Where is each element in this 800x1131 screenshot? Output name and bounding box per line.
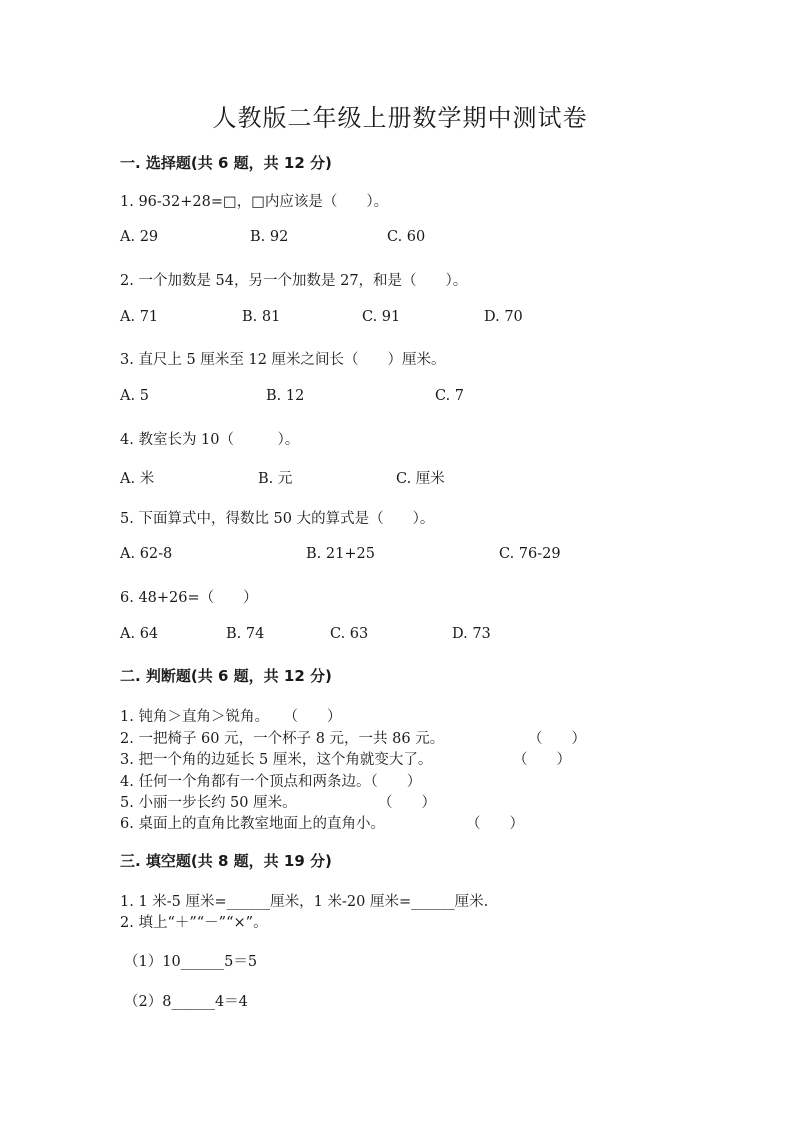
section-heading-fill: 三. 填空题(共 8 题，共 19 分) — [120, 852, 332, 870]
option-2d: D. 70 — [484, 309, 523, 325]
section-heading-judge: 二. 判断题(共 6 题，共 12 分) — [120, 667, 332, 685]
judge-item-2: 2. 一把椅子 60 元，一个杯子 8 元，一共 86 元。 — [120, 731, 445, 747]
option-3c: C. 7 — [435, 388, 465, 404]
option-1b: B. 92 — [250, 229, 289, 245]
option-4c: C. 厘米 — [396, 471, 445, 487]
question-5: 5. 下面算式中，得数比 50 大的算式是（ ）。 — [120, 511, 435, 527]
judge-bracket-6: （ ） — [466, 816, 524, 832]
option-2c: C. 91 — [362, 309, 401, 325]
fill-item-2: 2. 填上“＋”“－”“×”。 — [120, 915, 268, 931]
fill-item-1: 1. 1 米-5 厘米=______厘米，1 米-20 厘米=______厘米. — [120, 894, 489, 910]
option-2b: B. 81 — [242, 309, 281, 325]
section-heading-choice: 一. 选择题(共 6 题，共 12 分) — [120, 154, 332, 172]
option-5c: C. 76-29 — [499, 546, 561, 562]
fill-sub-1: （1）10______5＝5 — [124, 954, 258, 970]
judge-bracket-5: （ ） — [378, 795, 436, 811]
judge-item-5: 5. 小丽一步长约 50 厘米。 — [120, 795, 297, 811]
judge-item-1: 1. 钝角＞直角＞锐角。 （ ） — [120, 709, 342, 725]
option-4b: B. 元 — [258, 471, 293, 487]
question-1: 1. 96-32+28=□，□内应该是（ ）。 — [120, 194, 389, 210]
judge-bracket-3: （ ） — [513, 752, 571, 768]
option-5b: B. 21+25 — [306, 546, 375, 562]
option-6d: D. 73 — [452, 626, 491, 642]
option-6c: C. 63 — [330, 626, 369, 642]
option-1c: C. 60 — [387, 229, 426, 245]
judge-bracket-2: （ ） — [528, 731, 586, 747]
question-3: 3. 直尺上 5 厘米至 12 厘米之间长（ ）厘米。 — [120, 352, 446, 368]
question-4: 4. 教室长为 10（ ）。 — [120, 432, 300, 448]
option-6b: B. 74 — [226, 626, 265, 642]
question-6: 6. 48+26=（ ） — [120, 590, 258, 606]
judge-item-4: 4. 任何一个角都有一个顶点和两条边。（ ） — [120, 774, 422, 790]
question-2: 2. 一个加数是 54，另一个加数是 27，和是（ ）。 — [120, 273, 468, 289]
option-1a: A. 29 — [120, 229, 159, 245]
page-title: 人教版二年级上册数学期中测试卷 — [212, 104, 588, 132]
option-2a: A. 71 — [120, 309, 159, 325]
option-5a: A. 62-8 — [120, 546, 173, 562]
option-3b: B. 12 — [266, 388, 305, 404]
fill-sub-2: （2）8______4＝4 — [124, 994, 248, 1010]
option-6a: A. 64 — [120, 626, 159, 642]
judge-item-6: 6. 桌面上的直角比教室地面上的直角小。 — [120, 816, 385, 832]
option-4a: A. 米 — [120, 471, 155, 487]
judge-item-3: 3. 把一个角的边延长 5 厘米，这个角就变大了。 — [120, 752, 433, 768]
option-3a: A. 5 — [120, 388, 149, 404]
